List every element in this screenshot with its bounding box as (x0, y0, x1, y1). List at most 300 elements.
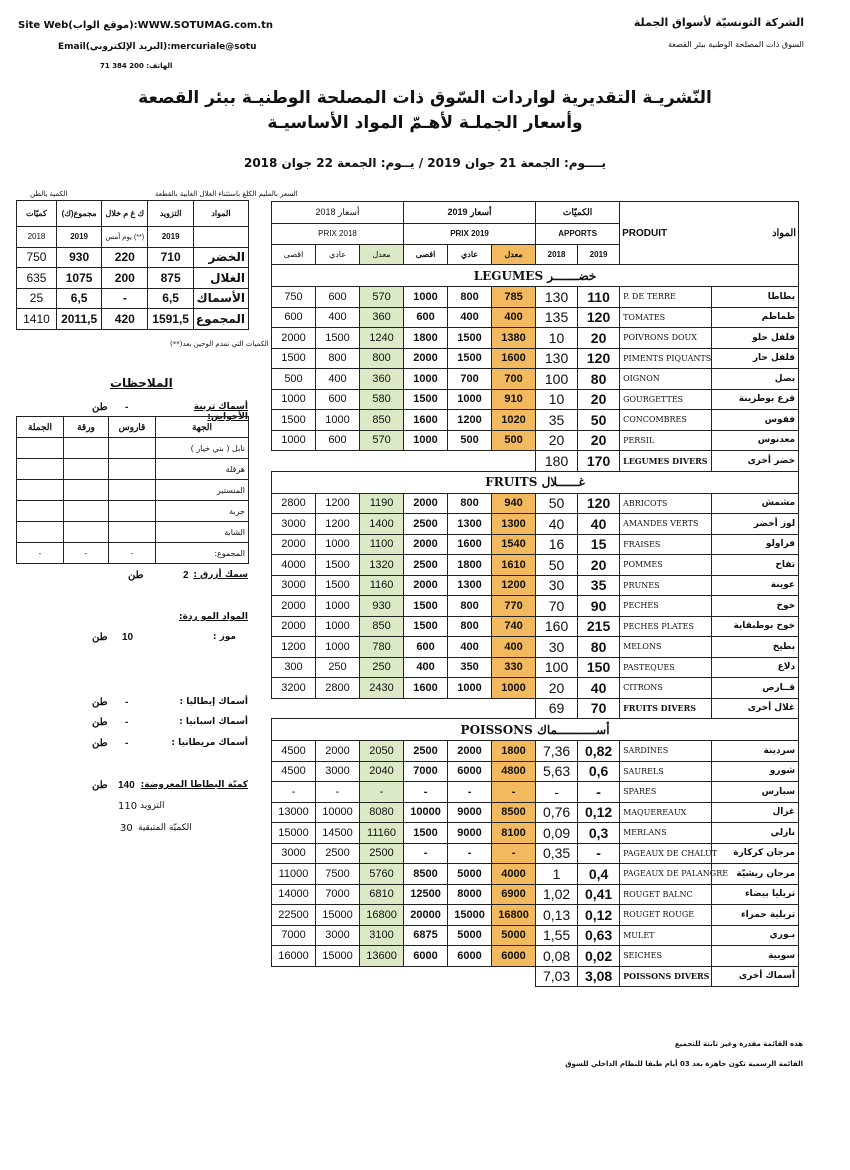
product-fr: SARDINES (620, 741, 712, 762)
price-cell: 1300 (448, 514, 492, 535)
price-cell: 35 (578, 575, 620, 596)
price-cell: 3000 (272, 843, 316, 864)
price-cell: 600 (316, 287, 360, 308)
product-fr: MULET (620, 925, 712, 946)
section-fruits (272, 471, 799, 493)
price-cell: 1500 (404, 389, 448, 410)
table-row (272, 637, 799, 658)
price-cell: 1400 (360, 514, 404, 535)
price-cell: 4000 (272, 555, 316, 576)
price-cell: 1500 (404, 616, 448, 637)
product-ar: مشمش (712, 493, 799, 514)
price-cell: 6000 (404, 946, 448, 967)
price-cell: 785 (492, 287, 536, 308)
section-legumes-label: LEGUMES خضـــــــر (272, 265, 799, 287)
header-prix-2019: PRIX 2019 (404, 224, 536, 245)
price-cell: 700 (492, 369, 536, 390)
product-ar: سردينة (712, 741, 799, 762)
report-date: يــــوم: الجمعة 21 جوان 2019 / يــوم: الجمعة 22 جوان 2018 (243, 156, 607, 170)
price-cell: 910 (492, 389, 536, 410)
header-prix-2018: PRIX 2018 (272, 224, 404, 245)
product-fr: OIGNON (620, 369, 712, 390)
price-cell: 0,3 (578, 823, 620, 844)
price-cell: 8100 (492, 823, 536, 844)
summary-header: مجموع(ك) (56, 201, 101, 227)
product-fr: POIVRONS DOUX (620, 328, 712, 349)
table-row (272, 514, 799, 535)
product-fr: AMANDES VERTS (620, 514, 712, 535)
summary-unit-note: الكمية بالطن (30, 190, 68, 198)
price-cell: 2000 (272, 534, 316, 555)
product-ar: معدنوس (712, 430, 799, 451)
imported-title: المواد المو ردة: (179, 612, 248, 622)
spain-unit: طن (92, 717, 108, 728)
product-ar: مرجان كركارة (712, 843, 799, 864)
table-row (272, 389, 799, 410)
product-fr: CONCOMBRES (620, 410, 712, 431)
org-subtitle: السوق ذات المصلحة الوطنية ببئر القصعة (667, 40, 804, 49)
price-cell: 1160 (360, 575, 404, 596)
product-fr: PERSIL (620, 430, 712, 451)
product-ar: غزال (712, 802, 799, 823)
mauritania-label: أسماك مريطانيا : (171, 738, 248, 748)
price-cell: 6000 (448, 761, 492, 782)
price-cell: 8500 (492, 802, 536, 823)
price-cell: 80 (578, 637, 620, 658)
price-cell: 1500 (316, 575, 360, 596)
price-cell: 130 (536, 348, 578, 369)
potato-unit: طن (92, 780, 108, 791)
price-cell: - (492, 782, 536, 803)
product-fr: MAQUEREAUX (620, 802, 712, 823)
blue-fish-label: سمك أزرق : (193, 570, 248, 580)
blue-fish-unit: طن (128, 570, 144, 581)
blue-fish-value: 2 (183, 570, 189, 581)
price-cell: 2500 (404, 741, 448, 762)
price-cell: 2500 (360, 843, 404, 864)
table-row (272, 410, 799, 431)
price-cell: 8000 (448, 884, 492, 905)
price-cell: 800 (448, 616, 492, 637)
product-ar: دلاع (712, 657, 799, 678)
price-cell: 2000 (272, 328, 316, 349)
italy-label: أسماك إيطاليا : (179, 697, 248, 707)
section-legumes (272, 265, 799, 287)
price-cell: - (316, 782, 360, 803)
header-materials: المواد (712, 202, 799, 265)
product-ar: سوبية (712, 946, 799, 967)
price-cell: 15000 (272, 823, 316, 844)
price-cell: 2000 (404, 534, 448, 555)
price-cell: 100 (536, 657, 578, 678)
mauritania-unit: طن (92, 738, 108, 749)
price-cell: 500 (272, 369, 316, 390)
product-fr: SAURELS (620, 761, 712, 782)
product-fr: CITRONS (620, 678, 712, 699)
price-cell: 330 (492, 657, 536, 678)
price-cell: 100 (536, 369, 578, 390)
price-cell: - (578, 782, 620, 803)
page-title: النّشريـة التقديرية لواردات السّوق ذات المصلحة الوطنيـة ببئر القصعة (138, 88, 712, 108)
table-row (272, 741, 799, 762)
price-cell: 7000 (404, 761, 448, 782)
price-cell: 15000 (316, 946, 360, 967)
product-ar: بطيخ (712, 637, 799, 658)
table-row (272, 596, 799, 617)
price-cell: 2800 (316, 678, 360, 699)
product-fr: PAGEAUX DE PALANGRE (620, 864, 712, 885)
price-cell: 1800 (448, 555, 492, 576)
product-fr: P. DE TERRE (620, 287, 712, 308)
price-cell: 3000 (272, 575, 316, 596)
price-cell: 1200 (492, 575, 536, 596)
price-cell: 1000 (316, 410, 360, 431)
price-cell: 0,82 (578, 741, 620, 762)
product-fr: PECHES (620, 596, 712, 617)
price-cell: 160 (536, 616, 578, 637)
price-cell: 120 (578, 493, 620, 514)
table-row (272, 616, 799, 637)
price-cell: 1200 (316, 493, 360, 514)
price-cell: 2500 (316, 843, 360, 864)
price-cell: 3200 (272, 678, 316, 699)
table-row (272, 493, 799, 514)
banana-value: 10 (122, 632, 134, 643)
price-cell: 7,36 (536, 741, 578, 762)
price-cell: 1020 (492, 410, 536, 431)
price-cell: 1000 (272, 430, 316, 451)
price-cell: 4000 (492, 864, 536, 885)
price-cell: 570 (360, 430, 404, 451)
product-fr: SPARES (620, 782, 712, 803)
table-row (272, 534, 799, 555)
price-cell: 2000 (404, 493, 448, 514)
product-ar: بـوري (712, 925, 799, 946)
price-cell: 1600 (448, 534, 492, 555)
price-cell: 1500 (272, 410, 316, 431)
table-row: جربة (17, 501, 249, 522)
price-cell: 20 (536, 678, 578, 699)
org-name: الشركة التونسيّة لأسواق الجملة (633, 16, 804, 29)
price-cell: 30 (536, 575, 578, 596)
price-cell: 1800 (404, 328, 448, 349)
italy-value: - (125, 697, 129, 708)
price-cell: 400 (492, 307, 536, 328)
product-ar: فلفل حار (712, 348, 799, 369)
price-cell: 30 (536, 637, 578, 658)
price-cell: 500 (492, 430, 536, 451)
price-cell: 1000 (448, 389, 492, 410)
website-text: Site Web(موقع الواب):WWW.SOTUMAG.com.tn (18, 20, 274, 31)
table-row (272, 307, 799, 328)
price-cell: 700 (448, 369, 492, 390)
product-ar: شورو (712, 761, 799, 782)
price-cell: - (536, 782, 578, 803)
price-cell: 7500 (316, 864, 360, 885)
price-cell: 1380 (492, 328, 536, 349)
price-cell: 400 (492, 637, 536, 658)
price-cell: 1000 (404, 369, 448, 390)
table-row (272, 905, 799, 926)
price-cell: - (404, 843, 448, 864)
price-cell: - (578, 843, 620, 864)
price-cell: 2000 (272, 596, 316, 617)
product-fr: GOURGETTES (620, 389, 712, 410)
price-cell: 40 (536, 514, 578, 535)
price-cell: 2430 (360, 678, 404, 699)
product-ar: مرجان ريشيّة (712, 864, 799, 885)
price-cell: 350 (448, 657, 492, 678)
price-cell: 20 (536, 430, 578, 451)
price-cell: 3000 (272, 514, 316, 535)
product-ar: أسماك أخرى (712, 966, 799, 987)
product-fr: FRAISES (620, 534, 712, 555)
price-cell: 400 (316, 307, 360, 328)
price-cell: 2050 (360, 741, 404, 762)
price-cell: 13600 (360, 946, 404, 967)
price-cell: 10000 (316, 802, 360, 823)
price-cell: 35 (536, 410, 578, 431)
price-cell: 1 (536, 864, 578, 885)
price-cell: 8080 (360, 802, 404, 823)
product-ar: غلال أخرى (712, 698, 799, 719)
table-row: - - - المجموع: (17, 543, 249, 564)
price-cell: 500 (448, 430, 492, 451)
price-cell: 1600 (404, 678, 448, 699)
email-text: Email(البريد الإلكتروني):mercuriale@sotu (58, 42, 257, 52)
price-cell: - (272, 782, 316, 803)
product-fr: PAGEAUX DE CHALUT (620, 843, 712, 864)
price-cell: 0,09 (536, 823, 578, 844)
price-cell: 20 (578, 328, 620, 349)
price-cell: 2040 (360, 761, 404, 782)
price-cell: 850 (360, 410, 404, 431)
price-cell: 20 (578, 555, 620, 576)
banana-unit: طن (92, 632, 108, 643)
fish-farm-value: - (125, 402, 129, 413)
section-poissons (272, 719, 799, 741)
product-ar: سبارس (712, 782, 799, 803)
spain-value: - (125, 717, 129, 728)
divers-2019: 170 (578, 451, 620, 472)
table-row (272, 925, 799, 946)
price-cell: 600 (404, 637, 448, 658)
price-cell: 6000 (448, 946, 492, 967)
price-cell: 1540 (492, 534, 536, 555)
table-row (272, 287, 799, 308)
product-fr: MERLANS (620, 823, 712, 844)
price-cell: 50 (536, 555, 578, 576)
summary-subheader: يوم أمس (**) (102, 227, 148, 248)
product-fr: SEICHES (620, 946, 712, 967)
price-cell: 930 (360, 596, 404, 617)
price-cell: 50 (536, 493, 578, 514)
price-cell: 6875 (404, 925, 448, 946)
table-row (272, 802, 799, 823)
price-cell: 5000 (492, 925, 536, 946)
product-fr: PIMENTS PIQUANTS (620, 348, 712, 369)
price-cell: 4500 (272, 761, 316, 782)
product-ar: خوخ بوطبقاية (712, 616, 799, 637)
price-cell: 10 (536, 389, 578, 410)
product-ar: خضر أخرى (712, 451, 799, 472)
remaining-value: 30 (120, 823, 133, 834)
price-cell: 7000 (316, 884, 360, 905)
price-cell: 10000 (404, 802, 448, 823)
price-cell: 400 (316, 369, 360, 390)
price-cell: 20 (578, 389, 620, 410)
price-cell: 1610 (492, 555, 536, 576)
price-cell: - (448, 782, 492, 803)
price-cell: 2000 (448, 741, 492, 762)
price-cell: 16 (536, 534, 578, 555)
product-fr: FRUITS DIVERS (620, 698, 712, 719)
price-cell: 1600 (404, 410, 448, 431)
price-cell: 400 (448, 637, 492, 658)
price-cell: 0,02 (578, 946, 620, 967)
product-ar: فراولو (712, 534, 799, 555)
price-cell: 50 (578, 410, 620, 431)
price-cell: 14500 (316, 823, 360, 844)
price-cell: 800 (448, 493, 492, 514)
table-row: 635 1075 200 875 الغلال (17, 268, 249, 289)
spain-label: أسماك اسبانيا : (179, 717, 248, 727)
banana-label: موز : (212, 632, 236, 642)
price-cell: 570 (360, 287, 404, 308)
table-row (272, 575, 799, 596)
table-row (272, 966, 799, 987)
price-cell: 360 (360, 369, 404, 390)
price-cell: 70 (536, 596, 578, 617)
divers-2019: 70 (578, 698, 620, 719)
price-cell: 15000 (448, 905, 492, 926)
price-cell: 6000 (492, 946, 536, 967)
product-ar: تريلية حمراء (712, 905, 799, 926)
price-cell: 800 (360, 348, 404, 369)
price-cell: 800 (316, 348, 360, 369)
summary-header: التزويد (148, 201, 194, 227)
price-cell: 135 (536, 307, 578, 328)
footer-note-2: القائمة الرسمية تكون جاهزة بعد 03 أيام طبقا للنظام الداخلي للسوق (565, 1060, 803, 1068)
fish-farm-label: أسماك تربية الأحواض: (193, 402, 248, 422)
price-cell: 1500 (316, 328, 360, 349)
table-row (272, 864, 799, 885)
divers-2018: 7,03 (536, 966, 578, 987)
price-cell: 20 (578, 430, 620, 451)
summary-header: كميّات (17, 201, 57, 227)
price-cell: 1500 (448, 348, 492, 369)
price-cell: 15 (578, 534, 620, 555)
price-cell: 580 (360, 389, 404, 410)
price-cell: 11000 (272, 864, 316, 885)
price-cell: 2000 (272, 616, 316, 637)
product-ar: تريليا بيضاء (712, 884, 799, 905)
price-cell: 0,4 (578, 864, 620, 885)
price-cell: 40 (578, 678, 620, 699)
price-cell: 400 (404, 657, 448, 678)
table-row: المنستير (17, 480, 249, 501)
price-cell: - (404, 782, 448, 803)
product-ar: قــارص (712, 678, 799, 699)
table-row (272, 884, 799, 905)
price-cell: 0,6 (578, 761, 620, 782)
price-cell: 740 (492, 616, 536, 637)
price-cell: 1000 (404, 430, 448, 451)
table-row (272, 698, 799, 719)
price-cell: 780 (360, 637, 404, 658)
price-cell: 130 (536, 287, 578, 308)
page-subtitle: وأسعار الجملـة لأهـمّ المواد الأساسيـة (267, 113, 583, 133)
price-cell: 120 (578, 307, 620, 328)
price-cell: 0,12 (578, 905, 620, 926)
price-cell: 15000 (316, 905, 360, 926)
product-fr: ROUGET ROUGE (620, 905, 712, 926)
prices-table: أسعار 2018 أسعار 2019 الكميّات PRODUIT المواد PRIX 2018 PRIX 2019 APPORTS اقصى عادي معدل اقصى عادي معدل 2018 2019 LEGUMES خضـــــــر 750 600 570 1000 800 785 130 110 P. DE TERRE بطاطا 600 400 360 600 400 400 135 120 TOMATES طماطم 2000 1500 1240 1800 1500 1380 10 20 POIVRONS DOUX فلفل حلو 1500 800 800 2000 1500 1600 130 120 PIMENTS PIQUANTS فلفل حار 500 400 360 1000 700 700 100 80 OIGNON بصل 1000 600 580 1500 1000 910 10 20 GOURGETTES قرع بوطزينة 1500 1000 850 1600 1200 1020 35 50 CONCOMBRES فقوس 1000 600 570 1000 500 500 20 20 PERSIL معدنوس 180 170 LEGUMES DIVERS خضر أخرى FRUITS غــــــلال 2800 1200 1190 2000 800 940 50 120 ABRICOTS مشمش 3000 1200 1400 2500 1300 1300 40 40 AMANDES VERTS لوز أخضر 2000 1000 1100 2000 1600 1540 16 15 FRAISES فراولو 4000 1500 1320 2500 1800 1610 50 20 POMMES تفاح 3000 1500 1160 2000 1300 1200 30 35 PRUNES عوينة 2000 1000 930 1500 800 770 70 90 PECHES خوخ 2000 1000 850 1500 800 740 160 215 PECHES PLATES خوخ بوطبقاية 1200 1000 780 600 400 400 30 80 MELONS بطيخ 300 250 250 400 350 330 100 150 PASTEQUES دلاع 3200 2800 2430 1600 1000 1000 20 40 CITRONS قــارص 69 70 FRUITS DIVERS غلال أخرى POISSONS أســـــــــــماك 4500 2000 2050 2500 2000 1800 7,36 0,82 SARDINES سردينة 4500 3000 2040 7000 6000 4800 5,63 0,6 SAURELS شورو - - - - - - - - SPARES سبارس 13000 10000 8080 10000 9000 8500 0,76 0,12 MAQUEREAUX غزال 15000 14500 11160 1500 9000 8100 0,09 0,3 MERLANS نازلي 3000 2500 2500 - - - 0,35 - PAGEAUX DE CHALUT مرجان كركارة 11000 7500 5760 8500 5000 4000 1 0,4 PAGEAUX DE PALANGRE مرجان ريشيّة 14000 7000 6810 12500 8000 6900 1,02 0,41 ROUGET BALNC تريليا بيضاء 22500 15000 16800 20000 15000 16800 0,13 0,12 ROUGET ROUGE تريلية حمراء 7000 3000 3100 6875 5000 5000 1,55 0,63 MULET بـوري 16000 15000 13600 6000 6000 6000 0,08 0,02 SEICHES سوبية 7,03 3,08 POISSONS DIVERS أسماك أخرى (271, 201, 799, 987)
price-cell: 1000 (316, 534, 360, 555)
price-cell: 1500 (272, 348, 316, 369)
price-cell: 1000 (316, 596, 360, 617)
product-fr: POISSONS DIVERS (620, 966, 712, 987)
price-cell: 600 (404, 307, 448, 328)
price-cell: 1500 (316, 555, 360, 576)
price-cell: 1200 (316, 514, 360, 535)
price-cell: 940 (492, 493, 536, 514)
notes-title: الملاحظات (110, 376, 173, 390)
price-cell: 800 (448, 287, 492, 308)
price-cell: 1000 (316, 637, 360, 658)
price-cell: 12500 (404, 884, 448, 905)
price-cell: 1500 (404, 823, 448, 844)
price-cell: 250 (360, 657, 404, 678)
price-cell: 600 (316, 430, 360, 451)
price-cell: 250 (316, 657, 360, 678)
remaining-label: الكميّة المتبقية (138, 823, 192, 833)
fish-farm-unit: طن (92, 402, 108, 413)
price-cell: 1200 (448, 410, 492, 431)
price-cell: 0,08 (536, 946, 578, 967)
table-row (272, 946, 799, 967)
price-cell: 40 (578, 514, 620, 535)
price-cell: 7000 (272, 925, 316, 946)
table-row (272, 761, 799, 782)
price-cell: 1500 (448, 328, 492, 349)
table-row (272, 430, 799, 451)
table-row: نابل ( بني خيار ) (17, 438, 249, 459)
price-cell: 2000 (404, 348, 448, 369)
price-cell: 0,35 (536, 843, 578, 864)
table-row: 1410 2011,5 420 1591,5 المجموع (17, 309, 249, 330)
price-cell: 0,63 (578, 925, 620, 946)
table-row (272, 823, 799, 844)
table-row (272, 657, 799, 678)
price-cell: 16000 (272, 946, 316, 967)
price-cell: 1300 (492, 514, 536, 535)
phone-text: الهاتف: 200 384 71 (100, 62, 173, 70)
product-fr: TOMATES (620, 307, 712, 328)
price-cell: 6900 (492, 884, 536, 905)
price-cell: 16800 (492, 905, 536, 926)
price-cell: 1000 (448, 678, 492, 699)
price-cell: 150 (578, 657, 620, 678)
supply-value: 110 (118, 801, 138, 812)
summary-footnote: الكميات التي تمدم الوحين بعد(**) (170, 340, 269, 348)
price-cell: 5760 (360, 864, 404, 885)
table-row (272, 451, 799, 472)
price-cell: 10 (536, 328, 578, 349)
product-ar: بطاطا (712, 287, 799, 308)
footer-note-1: هذه القائمة مقدرة وغير ثابتة للتجميع (674, 1040, 803, 1048)
price-cell: 0,76 (536, 802, 578, 823)
